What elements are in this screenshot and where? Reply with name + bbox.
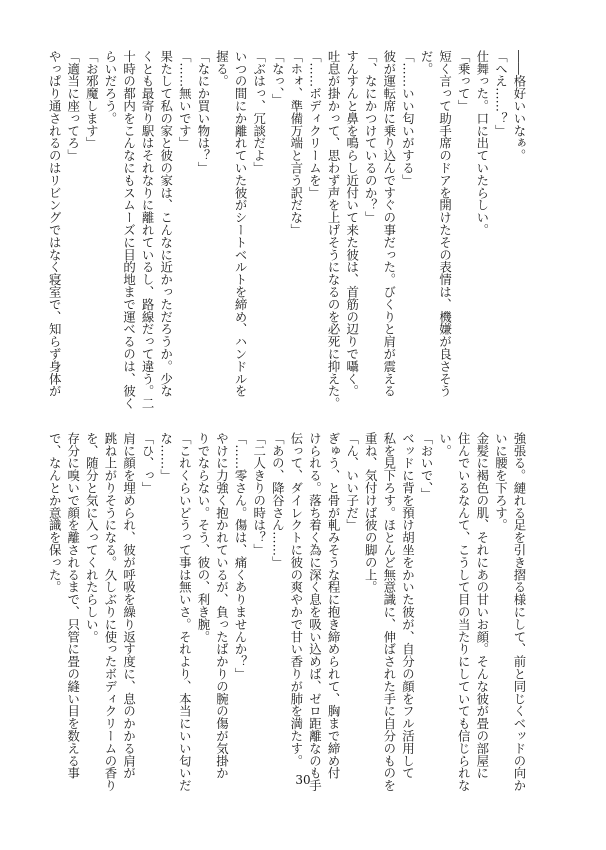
text-line: 「ひ、っ」 xyxy=(140,432,156,494)
text-line: を、随分と気に入ってくれたらしい。 xyxy=(84,432,100,643)
text-line: ぎゅう、と骨が軋みそうな程に抱き締められて、胸まで締め付 xyxy=(326,432,342,780)
text-line: 「……ボディクリームを」 xyxy=(307,50,323,199)
text-line: すんすんと鼻を鳴らし近付いて来た彼は、首筋の辺りで囁く。 xyxy=(344,50,360,398)
text-line: 「お邪魔します」 xyxy=(84,50,100,150)
text-line: 彼が運転席に乗り込んですぐの事だった。びくりと肩が震える xyxy=(381,50,397,398)
text-line: 「、なにかつけているのか？」 xyxy=(363,50,379,224)
text-line: やけに力強く抱かれているが、負ったばかりの腕の傷が気掛か xyxy=(214,432,230,780)
page-number: 30 xyxy=(295,773,311,787)
text-line: いに腰を下ろす。 xyxy=(493,432,509,532)
text-line: くとも最寄り駅はそれなりに離れているし、路線だって違う。二 xyxy=(140,50,156,410)
text-line: 「適当に座ってろ」 xyxy=(65,50,81,162)
text-line: 金髪に褐色の肌、それにあの甘いお顔。そんな彼が畳の部屋に xyxy=(474,432,490,780)
text-line: だ。 xyxy=(419,50,435,75)
text-line: 住んでいるなんて、こうして目の当たりにしていても信じられな xyxy=(456,432,472,792)
text-line: 「なにか買い物は？」 xyxy=(195,50,211,174)
text-line: 存分に嗅いで顔を離されるまで、只管に畳の縫い目を数える事 xyxy=(65,432,81,780)
text-line: 「おいで、」 xyxy=(419,432,435,501)
text-line: 吐息が掛かって、思わず声を上げそうになるのを必死に抑えた。 xyxy=(326,50,342,410)
text-line: 「……零さん。傷は、痛くありませんか？」 xyxy=(233,432,249,680)
text-line: 「ん、いい子だ」 xyxy=(344,432,360,532)
text-line: 「なっ、」 xyxy=(270,50,286,106)
text-line: いつの間にか離れていた彼がシートベルトを締め、ハンドルを xyxy=(233,50,249,398)
text-line: 「これくらいどうって事は無いさ。それより、本当にいい匂いだ xyxy=(177,432,193,792)
text-line: い。 xyxy=(437,432,453,457)
text-line: やっぱり通されるのはリビングではなく寝室で、知らず身体が xyxy=(47,50,63,398)
text-line: な……」 xyxy=(158,432,174,482)
text-line: 「ホォ、準備万端と言う訳だな」 xyxy=(288,50,304,236)
text-line: 跳ね上がりそうになる。久しぶりに使ったボディクリームの香り xyxy=(102,432,118,792)
text-line: 十時の都内をこんなにもスムーズに目的地まで運べるのは、彼く xyxy=(121,50,137,410)
text-line: 仕舞った。口に出ていたらしい。 xyxy=(474,50,490,236)
text-line: 「へえ……？」 xyxy=(493,50,509,137)
text-line: 果たして私の家と彼の家は、こんなに近かっただろうか。少な xyxy=(158,50,174,398)
text-line: 強張る。縺れる足を引き摺る様にして、前と同じくベッドの向か xyxy=(512,432,527,792)
text-line: 重ね、気付けば彼の脚の上。 xyxy=(363,432,379,594)
text-line: ベッドに背を預け胡坐をかいた彼が、自分の顔をフル活用して xyxy=(400,432,416,780)
text-line: 「二人きりの時は？」 xyxy=(251,432,267,556)
text-line: りでならない。そう、彼の、利き腕。 xyxy=(195,432,211,643)
text-line: 私を見下ろす。ほとんど無意識に、伸ばされた手に自分のものを xyxy=(381,432,397,792)
text-line: ――格好いいなぁ。 xyxy=(512,50,527,162)
text-line: 握る。 xyxy=(214,50,230,88)
text-line: 肩に顔を埋められ、彼が呼吸を繰り返す度に、息のかかる肩が xyxy=(121,432,137,780)
text-line: 「あの、降谷さん……」 xyxy=(270,432,286,569)
upper-text-block xyxy=(47,50,528,410)
text-line: 短く言って助手席のドアを開けたその表情は、機嫌が良さそう xyxy=(437,50,453,398)
text-line: で、なんとか意識を保った。 xyxy=(47,432,63,594)
text-line: 「ぶはっ、冗談だよ」 xyxy=(251,50,267,174)
text-line: らいだろう。 xyxy=(102,50,118,125)
text-line: 「……無いです」 xyxy=(177,50,193,150)
text-line: 伝って、ダイレクトに彼の爽やかで甘い香りが肺を満たす。 xyxy=(288,432,304,767)
text-line: 「乗って」 xyxy=(456,50,472,112)
text-line: 「……いい匂いがする」 xyxy=(400,50,416,187)
text-line: けられる。落ち着く為に深く息を吸い込めば、ゼロ距離なのも手 xyxy=(307,432,323,792)
